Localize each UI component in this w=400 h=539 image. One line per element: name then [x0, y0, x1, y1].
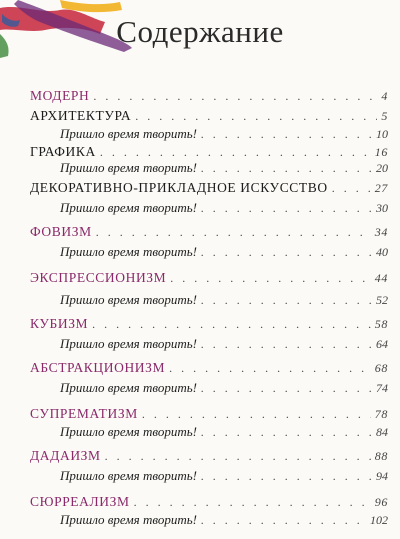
dot-leader: [201, 161, 372, 176]
page-number: 27: [374, 181, 388, 195]
toc-subentry: [60, 200, 388, 216]
toc-section-entry: [30, 316, 388, 332]
page-number: 102: [370, 513, 388, 527]
entry-label: АБСТРАКЦИОНИЗМ: [30, 360, 166, 375]
dot-leader: [134, 495, 371, 510]
entry-label: Пришло время творить!: [60, 468, 197, 483]
entry-label: Пришло время творить!: [60, 292, 197, 307]
entry-label: СЮРРЕАЛИЗМ: [30, 494, 130, 509]
dot-leader: [93, 89, 377, 104]
page-number: 68: [374, 361, 388, 375]
entry-label: Пришло время творить!: [60, 160, 197, 175]
toc-section-entry: [30, 494, 388, 510]
toc-subentry: [60, 244, 388, 260]
entry-label: Пришло время творить!: [60, 200, 197, 215]
page-number: 52: [376, 293, 388, 307]
dot-leader: [201, 293, 372, 308]
entry-label: Пришло время творить!: [60, 380, 197, 395]
toc-section-entry: [30, 406, 388, 422]
page-number: 44: [374, 271, 388, 285]
entry-label: Пришло время творить!: [60, 126, 197, 141]
toc-section-entry: [30, 88, 388, 104]
page-number: 88: [374, 449, 388, 463]
entry-label: ДЕКОРАТИВНО-ПРИКЛАДНОЕ ИСКУССТВО: [30, 180, 328, 195]
dot-leader: [135, 109, 377, 124]
entry-label: АРХИТЕКТУРА: [30, 108, 132, 123]
entry-label: ДАДАИЗМ: [30, 448, 101, 463]
toc-section-entry: [30, 360, 388, 376]
entry-label: ФОВИЗМ: [30, 224, 92, 239]
dot-leader: [100, 145, 371, 160]
toc-subentry: [60, 468, 388, 484]
entry-label: Пришло время творить!: [60, 512, 197, 527]
dot-leader: [332, 181, 371, 196]
dot-leader: [142, 407, 371, 422]
toc-section-entry: [30, 448, 388, 464]
page-number: 94: [376, 469, 388, 483]
dot-leader: [201, 425, 372, 440]
page-title: Содержание: [116, 14, 284, 49]
toc-subentry: [60, 292, 388, 308]
page-number: 30: [376, 201, 388, 215]
entry-label: Пришло время творить!: [60, 336, 197, 351]
dot-leader: [201, 127, 372, 142]
page-number: 58: [374, 317, 388, 331]
dot-leader: [96, 225, 371, 240]
page-number: 64: [376, 337, 388, 351]
dot-leader: [201, 245, 372, 260]
toc-subentry: [60, 512, 388, 528]
toc-section-entry: [30, 224, 388, 240]
dot-leader: [169, 361, 371, 376]
dot-leader: [201, 337, 372, 352]
page-number: 78: [374, 407, 388, 421]
toc-section-entry: [30, 108, 388, 124]
entry-label: Пришло время творить!: [60, 424, 197, 439]
dot-leader: [201, 381, 372, 396]
toc-section-entry: [30, 180, 388, 196]
entry-label: Пришло время творить!: [60, 244, 197, 259]
toc-subentry: [60, 126, 388, 142]
entry-label: МОДЕРН: [30, 88, 90, 103]
dot-leader: [105, 449, 371, 464]
page-number: 84: [376, 425, 388, 439]
toc-subentry: [60, 336, 388, 352]
page-number: 74: [376, 381, 388, 395]
dot-leader: [170, 271, 371, 286]
page-number: 40: [376, 245, 388, 259]
toc-subentry: [60, 380, 388, 396]
toc-subentry: [60, 160, 388, 176]
dot-leader: [201, 513, 366, 528]
entry-label: КУБИЗМ: [30, 316, 89, 331]
page-number: 96: [374, 495, 388, 509]
page-number: 4: [381, 89, 388, 103]
page-number: 34: [374, 225, 388, 239]
dot-leader: [201, 201, 372, 216]
page-number: 16: [374, 145, 388, 159]
dot-leader: [201, 469, 372, 484]
page-number: 5: [381, 109, 388, 123]
entry-label: ГРАФИКА: [30, 144, 96, 159]
toc-section-entry: [30, 144, 388, 160]
toc-subentry: [60, 424, 388, 440]
dot-leader: [92, 317, 371, 332]
page-number: 20: [376, 161, 388, 175]
page-number: 10: [376, 127, 388, 141]
entry-label: СУПРЕМАТИЗМ: [30, 406, 138, 421]
entry-label: ЭКСПРЕССИОНИЗМ: [30, 270, 167, 285]
toc-section-entry: [30, 270, 388, 286]
